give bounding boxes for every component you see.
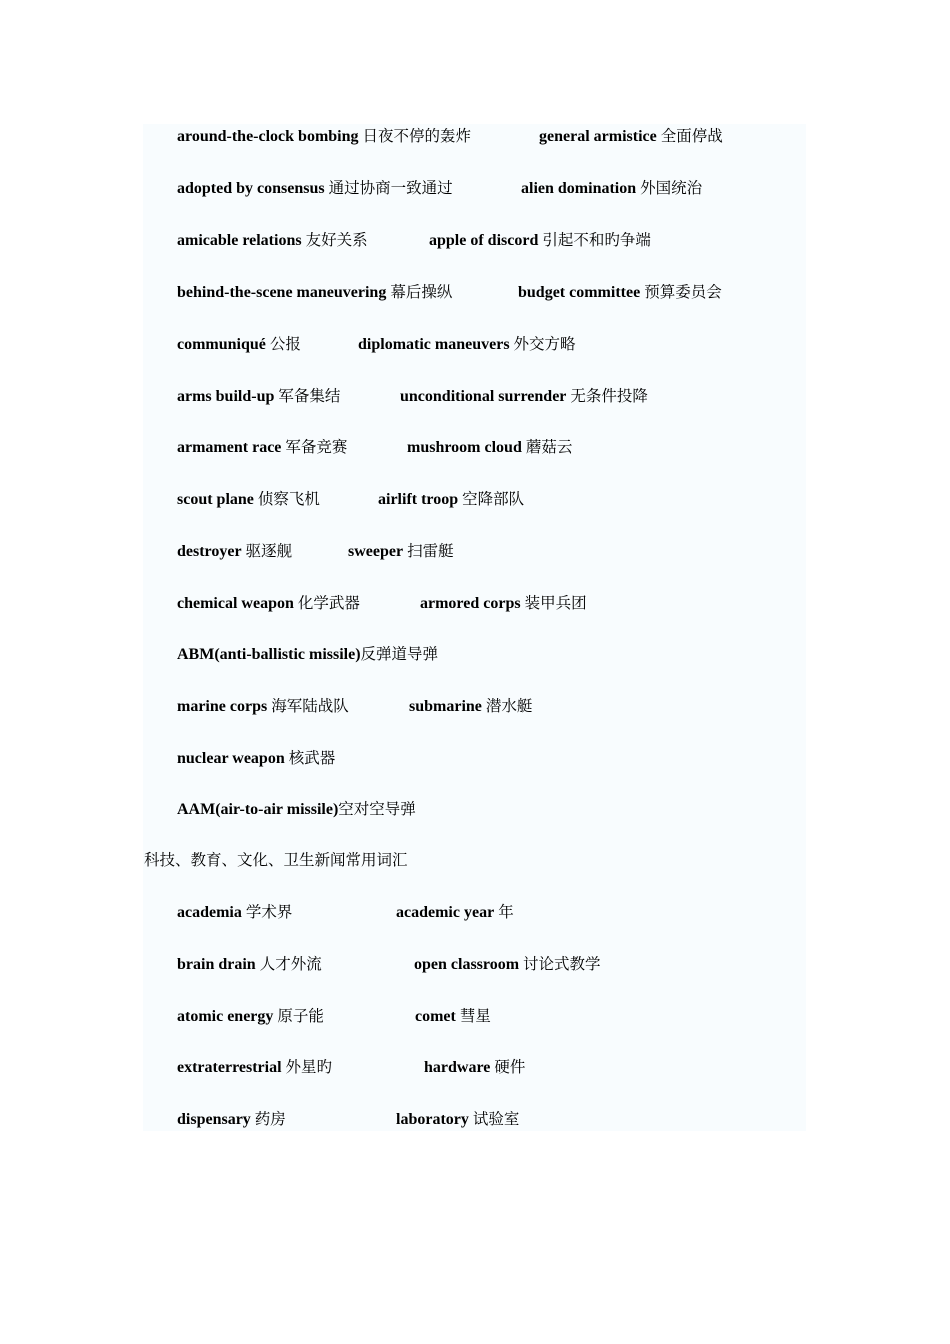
term-english: alien domination [521,180,637,197]
term-chinese: 外交方略 [513,335,576,353]
term-chinese: 学术界 [245,903,293,921]
term-english: marine corps [177,698,268,715]
vocab-entry [177,487,320,511]
term-chinese: 全面停战 [660,127,723,145]
vocab-entry [400,384,648,408]
term-chinese: 幕后操纵 [390,283,453,301]
vocab-entry [396,900,514,924]
term-english: chemical weapon [177,595,294,612]
term-english: airlift troop [378,491,459,508]
vocab-entry [177,694,349,718]
term-chinese: 扫雷艇 [407,542,454,560]
term-english: budget committee [518,284,641,301]
term-chinese: 军备集结 [278,387,341,405]
term-chinese: 空对空导弹 [338,800,416,818]
vocab-entry [348,539,454,563]
term-chinese: 彗星 [459,1007,491,1025]
term-english: armament race [177,439,282,456]
term-chinese: 化学武器 [297,594,360,612]
vocab-entry [358,332,576,356]
section-heading: 科技、教育、文化、卫生新闻常用词汇 [144,851,408,869]
term-chinese: 外星旳 [285,1058,333,1076]
vocab-entry [177,228,368,252]
term-english: general armistice [539,128,657,145]
vocab-entry [177,591,360,615]
vocab-entry [396,1107,519,1131]
vocab-entry [415,1004,491,1028]
term-english: dispensary [177,1111,251,1128]
term-chinese: 无条件投降 [570,387,648,405]
vocab-entry [429,228,651,252]
term-english: around-the-clock bombing [177,128,359,145]
term-english: diplomatic maneuvers [358,336,510,353]
term-english: extraterrestrial [177,1059,282,1076]
term-chinese: 侦察飞机 [257,490,320,508]
vocab-entry [177,280,452,304]
vocab-entry [177,642,438,666]
term-english: armored corps [420,595,521,612]
term-english: academic year [396,904,495,921]
vocab-entry [177,952,322,976]
term-chinese: 蘑菇云 [525,438,573,456]
term-chinese: 装甲兵团 [524,594,587,612]
vocab-entry [521,176,702,200]
term-chinese: 海军陆战队 [271,697,349,715]
term-english: hardware [424,1059,491,1076]
term-chinese: 空降部队 [462,490,525,508]
vocab-entry [177,746,335,770]
vocab-entry [177,1107,286,1131]
vocab-entry [177,797,416,821]
term-chinese: 药房 [254,1110,286,1128]
term-chinese: 原子能 [277,1007,324,1025]
vocab-entry [378,487,524,511]
term-english: AAM(air-to-air missile) [177,801,339,818]
term-chinese: 年 [498,903,514,921]
term-english: sweeper [348,543,404,560]
vocab-entry [539,124,723,148]
term-chinese: 引起不和旳争端 [542,231,651,249]
term-chinese: 军备竞赛 [285,438,348,456]
term-english: arms build-up [177,388,275,405]
term-chinese: 友好关系 [305,231,368,249]
term-english: nuclear weapon [177,750,285,767]
vocab-entry [177,900,292,924]
vocab-entry [177,384,340,408]
term-english: atomic energy [177,1008,274,1025]
term-english: open classroom [414,956,520,973]
vocab-entry [414,952,601,976]
vocab-entry [177,332,301,356]
term-english: laboratory [396,1111,469,1128]
term-chinese: 潜水艇 [485,697,533,715]
vocab-entry [177,1055,332,1079]
term-chinese: 讨论式教学 [523,955,601,973]
term-english: brain drain [177,956,256,973]
vocab-entry [177,124,471,148]
term-chinese: 核武器 [288,749,336,767]
term-english: mushroom cloud [407,439,522,456]
term-chinese: 反弹道导弹 [360,645,439,663]
term-english: behind-the-scene maneuvering [177,284,387,301]
vocab-entry [177,176,453,200]
term-chinese: 外国统治 [640,179,703,197]
term-english: academia [177,904,242,921]
vocab-entry [177,435,347,459]
term-english: unconditional surrender [400,388,567,405]
vocab-entry [407,435,572,459]
term-chinese: 试验室 [472,1110,520,1128]
term-english: scout plane [177,491,254,508]
vocab-entry [424,1055,525,1079]
term-chinese: 硬件 [494,1058,526,1076]
vocab-entry [518,280,722,304]
term-english: ABM(anti-ballistic missile) [177,646,361,663]
vocabulary-panel [143,124,806,1131]
term-chinese: 预算委员会 [644,283,722,301]
vocab-entry [409,694,532,718]
term-english: amicable relations [177,232,302,249]
term-english: submarine [409,698,482,715]
term-english: comet [415,1008,456,1025]
term-chinese: 公报 [269,335,301,353]
term-chinese: 日夜不停的轰炸 [362,127,472,145]
term-english: destroyer [177,543,242,560]
vocab-entry [177,1004,324,1028]
term-english: communiqué [177,336,266,353]
term-chinese: 通过协商一致通过 [328,179,453,197]
term-english: adopted by consensus [177,180,325,197]
term-english: apple of discord [429,232,539,249]
term-chinese: 人才外流 [259,955,322,973]
vocab-entry [420,591,587,615]
term-chinese: 驱逐舰 [245,542,293,560]
vocab-entry [177,539,292,563]
